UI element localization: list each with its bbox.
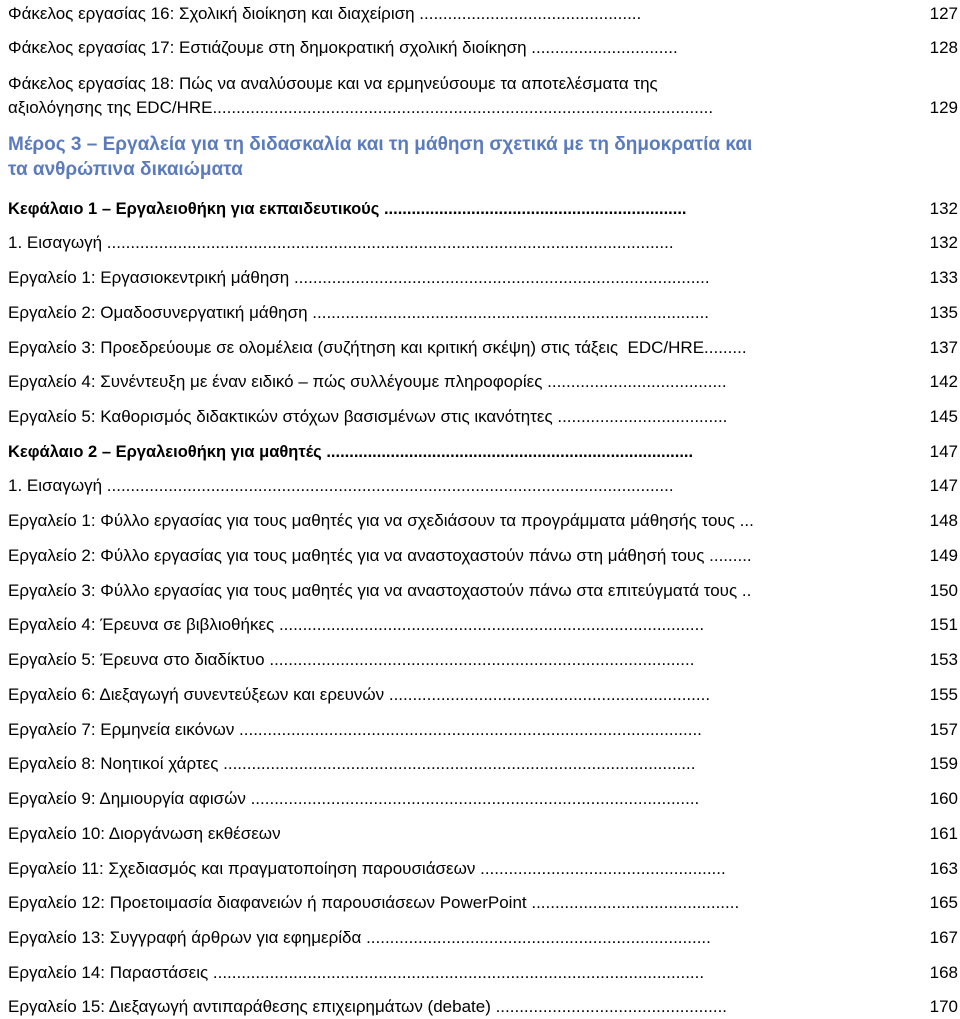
toc-page-number: 148 — [929, 511, 958, 530]
toc-entry-title: αξιολόγησης της EDC/HRE.......................................................................................................... — [8, 98, 714, 117]
toc-entry-title: Εργαλείο 8: Νοητικοί χάρτες .................................................................................................... — [8, 754, 696, 773]
part-heading-continuation — [8, 157, 960, 183]
toc-page-number: 165 — [929, 893, 958, 912]
toc-page-number: 160 — [929, 789, 958, 808]
toc-entry-title: Εργαλείο 10: Διοργάνωση εκθέσεων — [8, 824, 281, 843]
toc-page-number: 153 — [929, 650, 958, 669]
toc-entry-title: Φάκελος εργασίας 17: Εστιάζουμε στη δημοκρατική σχολική διοίκηση ............................... — [8, 38, 678, 57]
toc-entry-title: Εργαλείο 7: Ερμηνεία εικόνων .................................................................................................. — [8, 720, 702, 739]
toc-page-number: 161 — [929, 824, 958, 843]
toc-page-number: 167 — [929, 928, 958, 947]
part-heading[interactable] — [8, 132, 960, 158]
toc-page-number: 133 — [929, 268, 958, 287]
toc-page-number: 159 — [929, 754, 958, 773]
toc-page-number: 170 — [929, 997, 958, 1016]
toc-entry[interactable] — [8, 301, 960, 325]
toc-entry[interactable] — [8, 474, 960, 498]
toc-entry[interactable] — [8, 822, 960, 846]
toc-entry-title: Εργαλείο 1: Φύλλο εργασίας για τους μαθητές για να σχεδιάσουν τα προγράμματα μάθησής τους ... — [8, 511, 754, 530]
toc-entry-title: Εργαλείο 4: Συνέντευξη με έναν ειδικό – πώς συλλέγουμε πληροφορίες ...................................... — [8, 372, 727, 391]
chapter-entry[interactable] — [8, 440, 960, 464]
toc-entry-title: Εργαλείο 2: Ομαδοσυνεργατική μάθηση .................................................................................... — [8, 303, 710, 322]
toc-entry[interactable] — [8, 509, 960, 533]
toc-page-number: 128 — [929, 38, 958, 57]
toc-page-number: 137 — [929, 338, 958, 357]
toc-entry-title: Εργαλείο 15: Διεξαγωγή αντιπαράθεσης επιχειρημάτων (debate) ................................................. — [8, 997, 728, 1016]
toc-entry[interactable] — [8, 857, 960, 881]
toc-entry[interactable] — [8, 96, 960, 120]
toc-page-number: 132 — [929, 199, 958, 218]
toc-page-number: 150 — [929, 581, 958, 600]
toc-page-number: 168 — [929, 963, 958, 982]
toc-entry[interactable] — [8, 544, 960, 568]
toc-entry[interactable] — [8, 36, 960, 60]
toc-entry-title: Εργαλείο 1: Εργασιοκεντρική μάθηση ........................................................................................ — [8, 268, 710, 287]
toc-entry[interactable] — [8, 752, 960, 776]
toc-entry[interactable] — [8, 266, 960, 290]
toc-entry[interactable] — [8, 891, 960, 915]
toc-entry-title: Εργαλείο 9: Δημιουργία αφισών ............................................................................................... — [8, 789, 700, 808]
part-heading-line1: Μέρος 3 – Εργαλεία για τη διδασκαλία και τη μάθηση σχετικά με τη δημοκρατία και — [8, 134, 753, 155]
toc-entry[interactable] — [8, 2, 960, 26]
toc-entry-title-line1: Φάκελος εργασίας 18: Πώς να αναλύσουμε και να ερμηνεύσουμε τα αποτελέσματα της — [8, 74, 658, 93]
toc-page-number: 129 — [929, 98, 958, 117]
toc-page-number: 132 — [929, 233, 958, 252]
toc-entry-title: Φάκελος εργασίας 16: Σχολική διοίκηση και διαχείριση ............................................... — [8, 4, 642, 23]
toc-entry-title: 1. Εισαγωγή ........................................................................................................................ — [8, 233, 674, 252]
chapter-title: Κεφάλαιο 2 – Εργαλειοθήκη για μαθητές ................................................................................ — [8, 443, 694, 461]
part-heading-line2: τα ανθρώπινα δικαιώματα — [8, 159, 243, 180]
toc-page-number: 145 — [929, 407, 958, 426]
toc-entry[interactable] — [8, 926, 960, 950]
toc-entry[interactable] — [8, 405, 960, 429]
toc-entry[interactable] — [8, 231, 960, 255]
toc-entry[interactable] — [8, 336, 960, 360]
toc-entry-title: Εργαλείο 3: Προεδρεύουμε σε ολομέλεια (συζήτηση και κριτική σκέψη) στις τάξεις EDC/HRE......... — [8, 338, 747, 357]
toc-entry[interactable] — [8, 579, 960, 603]
toc-entry-title: Εργαλείο 13: Συγγραφή άρθρων για εφημερίδα ......................................................................... — [8, 928, 711, 947]
toc-entry-title: Εργαλείο 11: Σχεδιασμός και πραγματοποίηση παρουσιάσεων .................................................... — [8, 859, 726, 878]
toc-page-number: 163 — [929, 859, 958, 878]
toc-page-number: 149 — [929, 546, 958, 565]
toc-entry-title: Εργαλείο 6: Διεξαγωγή συνεντεύξεων και ερευνών .................................................................... — [8, 685, 711, 704]
toc-entry-title: Εργαλείο 12: Προετοιμασία διαφανειών ή παρουσιάσεων PowerPoint ............................................ — [8, 893, 740, 912]
toc-page-number: 151 — [929, 615, 958, 634]
toc-entry-title: Εργαλείο 5: Καθορισμός διδακτικών στόχων βασισμένων στις ικανότητες .................................... — [8, 407, 728, 426]
toc-entry-title: Εργαλείο 4: Έρευνα σε βιβλιοθήκες .......................................................................................... — [8, 615, 705, 634]
toc-entry[interactable] — [8, 787, 960, 811]
toc-page-number: 142 — [929, 372, 958, 391]
toc-page-number: 135 — [929, 303, 958, 322]
toc-page-number: 155 — [929, 685, 958, 704]
toc-entry-title: Εργαλείο 14: Παραστάσεις ........................................................................................................ — [8, 963, 705, 982]
toc-entry[interactable] — [8, 718, 960, 742]
toc-entry[interactable] — [8, 683, 960, 707]
toc-page-number: 147 — [929, 442, 958, 461]
toc-page-number: 127 — [929, 4, 958, 23]
chapter-entry[interactable] — [8, 197, 960, 221]
toc-entry-title: Εργαλείο 5: Έρευνα στο διαδίκτυο .......................................................................................... — [8, 650, 695, 669]
toc-entry-title: Εργαλείο 3: Φύλλο εργασίας για τους μαθητές για να αναστοχαστούν πάνω στα επιτεύγματά τους .. — [8, 581, 752, 600]
toc-entry[interactable] — [8, 648, 960, 672]
toc-entry-title: Εργαλείο 2: Φύλλο εργασίας για τους μαθητές για να αναστοχαστούν πάνω στη μάθησή τους ......... — [8, 546, 752, 565]
toc-page-number: 147 — [929, 476, 958, 495]
toc-entry[interactable] — [8, 370, 960, 394]
chapter-title: Κεφάλαιο 1 – Εργαλειοθήκη για εκπαιδευτικούς .................................................................. — [8, 200, 687, 218]
toc-entry[interactable] — [8, 961, 960, 985]
toc-entry[interactable] — [8, 995, 960, 1019]
toc-page-number: 157 — [929, 720, 958, 739]
toc-entry[interactable] — [8, 613, 960, 637]
toc-entry-title: 1. Εισαγωγή ........................................................................................................................ — [8, 476, 674, 495]
